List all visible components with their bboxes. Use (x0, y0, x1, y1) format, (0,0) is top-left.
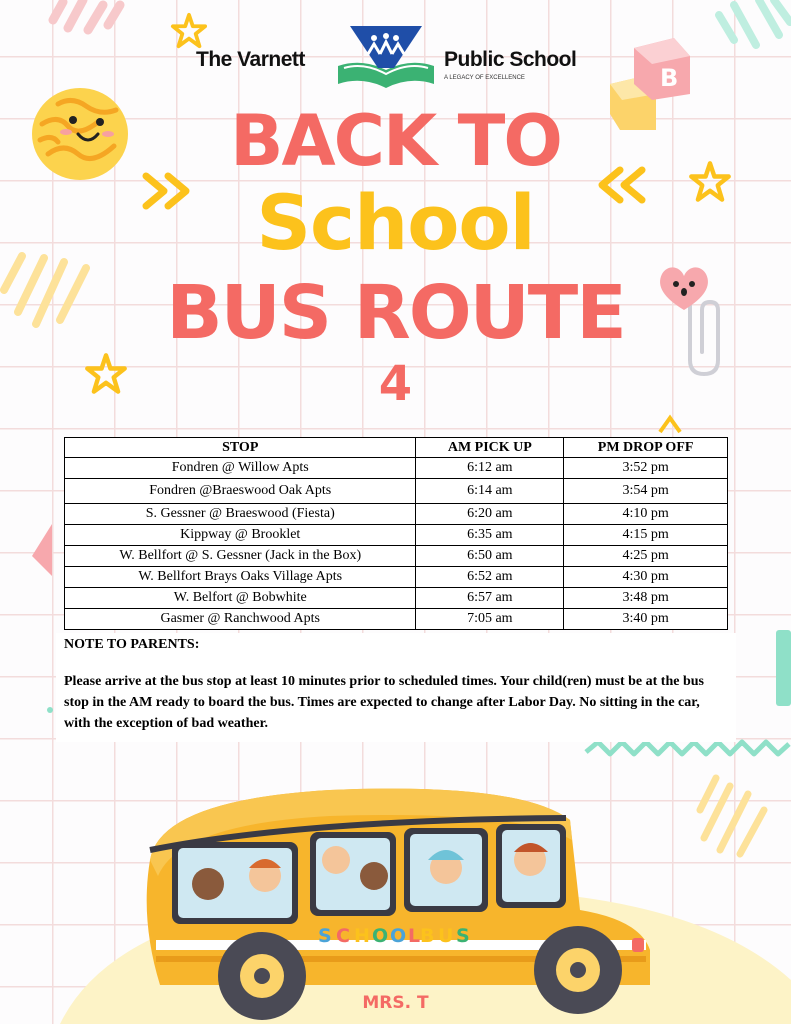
bus-label-letter: C (336, 925, 350, 947)
decor-zigzag-top-right (714, 0, 791, 60)
table-row (65, 546, 728, 567)
title-line-2: School (256, 178, 535, 267)
pm-time-cell: 4:15 pm (564, 525, 728, 546)
decor-ruler-right (770, 628, 791, 708)
bus-label-letter: L (408, 925, 421, 947)
bus-schedule-table-wrap (64, 437, 728, 630)
block-letter: B (660, 64, 679, 92)
am-time-cell: 6:20 am (416, 504, 564, 525)
am-time-cell: 6:12 am (416, 458, 564, 479)
table-row (65, 504, 728, 525)
decor-flag-right (656, 414, 686, 434)
am-time-cell: 6:52 am (416, 567, 564, 588)
column-header-pm-drop-off: PM DROP OFF (564, 438, 728, 458)
am-time-cell: 6:57 am (416, 588, 564, 609)
bus-label-letter: S (318, 925, 332, 947)
am-time-cell: 6:35 am (416, 525, 564, 546)
bus-label-letter: U (438, 925, 454, 947)
note-body: Please arrive at the bus stop at least 10 minutes prior to scheduled times. Your child(ren) must be at the bus stop in the AM ready to board the bus. Times are expected to change after Labor Day. No sitting in the car, with the exception of bad weather. (64, 674, 704, 731)
note-heading: NOTE TO PARENTS: (64, 637, 200, 652)
school-bus-illustration (0, 780, 791, 1024)
stop-cell: Kippway @ Brooklet (65, 525, 416, 546)
school-tagline: A LEGACY OF EXCELLENCE (444, 75, 525, 81)
decor-zigzag-top-left (48, 0, 128, 40)
school-name-right: Public School (444, 48, 577, 71)
parents-note (56, 633, 736, 742)
bus-label-letter: O (390, 925, 407, 947)
stop-cell: W. Bellfort @ S. Gessner (Jack in the Box) (65, 546, 416, 567)
column-header-stop: STOP (65, 438, 416, 458)
am-time-cell: 7:05 am (416, 609, 564, 630)
pm-time-cell: 3:48 pm (564, 588, 728, 609)
stop-cell: S. Gessner @ Braeswood (Fiesta) (65, 504, 416, 525)
bus-label-letter: H (354, 925, 370, 947)
am-time-cell: 6:50 am (416, 546, 564, 567)
am-time-cell: 6:14 am (416, 479, 564, 504)
title-line-1: BACK TO (230, 100, 561, 182)
bus-schedule-table (64, 437, 728, 630)
table-row (65, 479, 728, 504)
pm-time-cell: 3:52 pm (564, 458, 728, 479)
column-header-am-pick-up: AM PICK UP (416, 438, 564, 458)
school-logo-icon (334, 24, 438, 90)
stop-cell: Fondren @ Willow Apts (65, 458, 416, 479)
pm-time-cell: 3:54 pm (564, 479, 728, 504)
stop-cell: W. Bellfort Brays Oaks Village Apts (65, 567, 416, 588)
bus-label-letter: S (456, 925, 470, 947)
table-row (65, 525, 728, 546)
bus-label-letter: O (372, 925, 389, 947)
title-line-3: BUS ROUTE (166, 270, 625, 356)
pm-time-cell: 3:40 pm (564, 609, 728, 630)
stop-cell: Fondren @Braeswood Oak Apts (65, 479, 416, 504)
stop-cell: W. Belfort @ Bobwhite (65, 588, 416, 609)
route-number: 4 (378, 356, 413, 412)
table-row (65, 609, 728, 630)
school-name-left: The Varnett (196, 48, 305, 71)
table-row (65, 567, 728, 588)
pm-time-cell: 4:25 pm (564, 546, 728, 567)
table-row (65, 588, 728, 609)
decor-triangle-left (28, 520, 54, 580)
signature: MRS. T (362, 993, 429, 1013)
school-header (196, 24, 616, 94)
stop-cell: Gasmer @ Ranchwood Apts (65, 609, 416, 630)
bus-label-letter: B (420, 925, 435, 947)
pm-time-cell: 4:10 pm (564, 504, 728, 525)
table-row (65, 458, 728, 479)
table-header-row (65, 438, 728, 458)
pm-time-cell: 4:30 pm (564, 567, 728, 588)
